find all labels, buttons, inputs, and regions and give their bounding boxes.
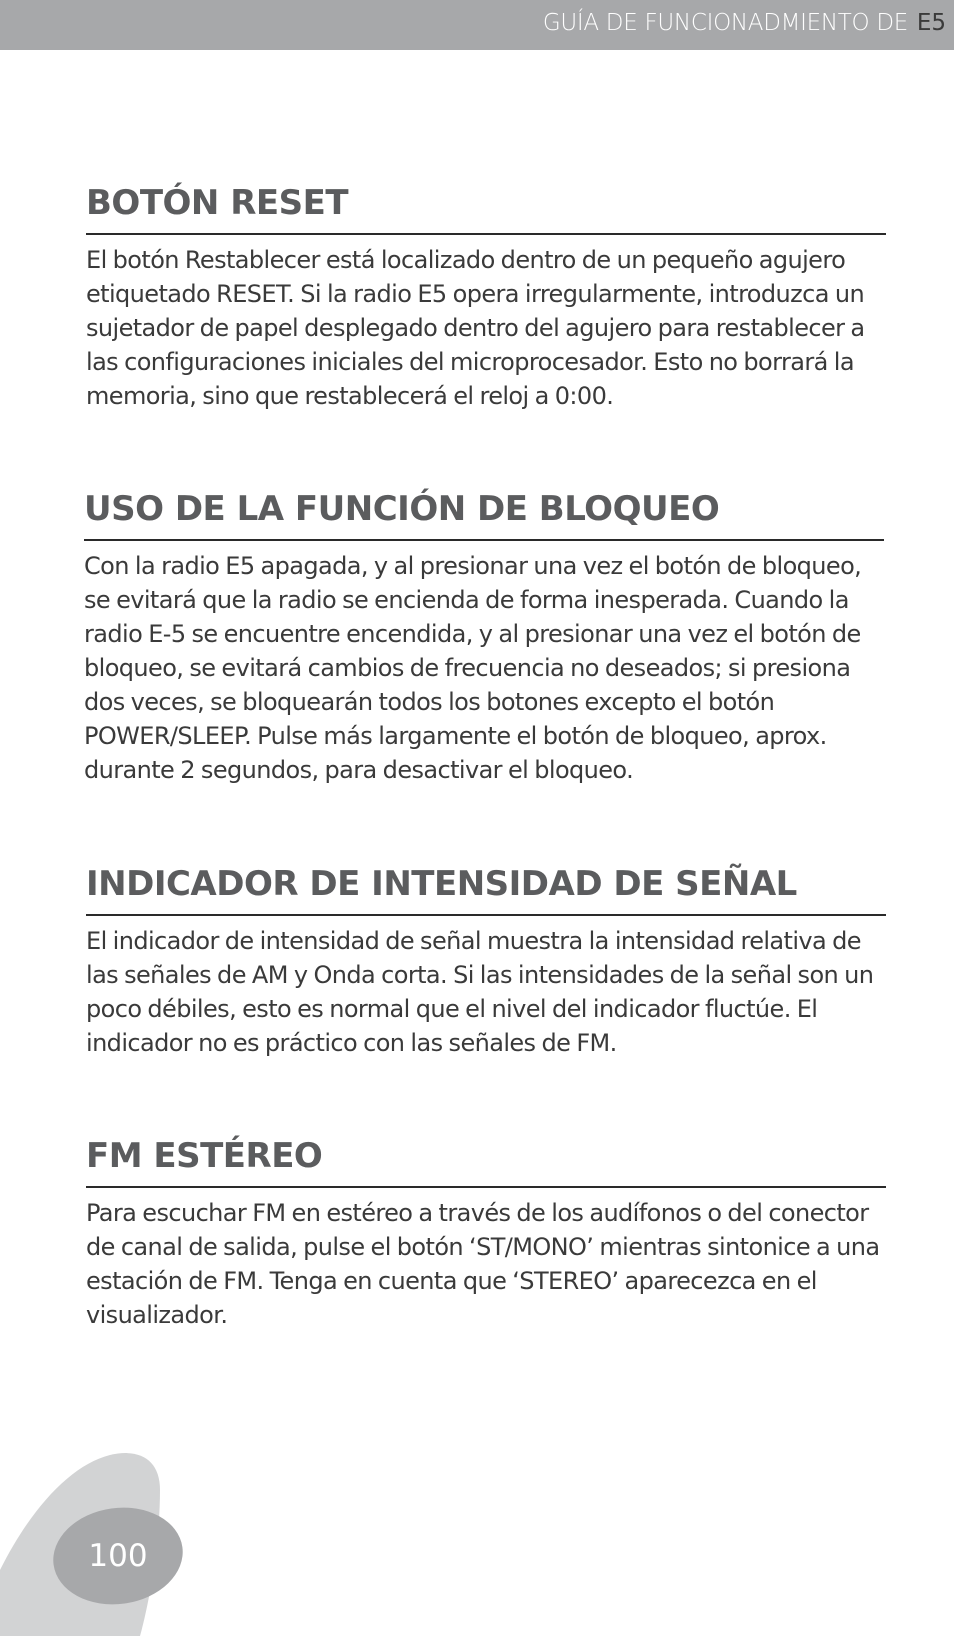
section-heading: USO DE LA FUNCIÓN DE BLOQUEO xyxy=(84,489,884,541)
section-body: Para escuchar FM en estéreo a través de los audífonos o del conector de canal de salida, pulse el botón ‘ST/MONO’ mientras sintonice a una estación de FM. Tenga en cuenta que ‘STEREO’ aparecezca en el visualizador. xyxy=(86,1199,880,1329)
section-lock-function xyxy=(84,489,884,787)
section-body: El botón Restablecer está localizado dentro de un pequeño agujero etiquetado RESET. Si la radio E5 opera irregularmente, introduzca un sujetador de papel desplegado dentro del agujero para restablecer a las configuraciones iniciales del microprocesador. Esto no borrará la memoria, sino que restablecerá el reloj a 0:00. xyxy=(86,246,865,410)
section-heading: BOTÓN RESET xyxy=(86,183,886,235)
section-body: El indicador de intensidad de señal muestra la intensidad relativa de las señales de AM y Onda corta. Si las intensidades de la señal son un poco débiles, esto es normal que el nivel del indicador fluctúe. El indicador no es práctico con las señales de FM. xyxy=(86,927,874,1057)
header-bar xyxy=(0,0,954,50)
section-reset-button xyxy=(86,183,886,413)
section-signal-indicator xyxy=(86,864,886,1060)
section-heading: INDICADOR DE INTENSIDAD DE SEÑAL xyxy=(86,864,886,916)
section-heading: FM ESTÉREO xyxy=(86,1136,886,1188)
page-number: 100 xyxy=(88,1538,148,1574)
guide-model: E5 xyxy=(916,10,946,36)
section-body: Con la radio E5 apagada, y al presionar una vez el botón de bloqueo, se evitará que la radio se encienda de forma inesperada. Cuando la radio E-5 se encuentre encendida, y al presionar una vez el botón de bloqueo, se evitará cambios de frecuencia no deseados; si presiona dos veces, se bloquearán todos los botones excepto el botón POWER/SLEEP. Pulse más largamente el botón de bloqueo, aprox. durante 2 segundos, para desactivar el bloqueo. xyxy=(84,552,862,784)
section-fm-stereo xyxy=(86,1136,886,1332)
guide-title: GUÍA DE FUNCIONADMIENTO DE xyxy=(542,10,908,36)
